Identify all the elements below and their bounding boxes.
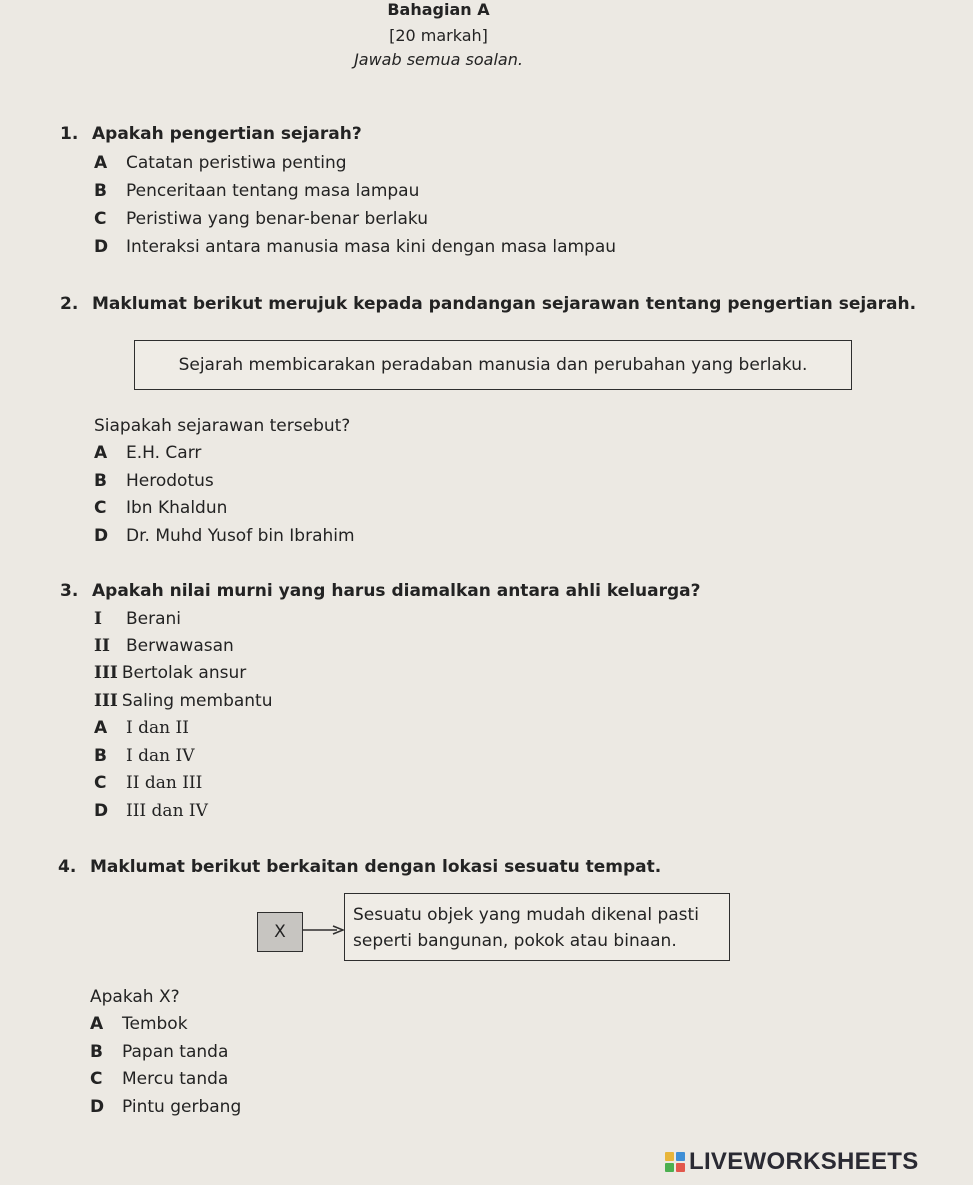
q3-option-c[interactable] <box>94 773 202 793</box>
q2-option-b[interactable] <box>94 471 214 491</box>
question-2 <box>60 294 916 314</box>
q4-option-d[interactable] <box>90 1097 241 1117</box>
diagram-text-line-1: Sesuatu objek yang mudah dikenal pasti <box>353 905 699 925</box>
option-letter: D <box>94 801 109 821</box>
option-letter: A <box>90 1014 104 1034</box>
question-number: 2. <box>60 294 79 314</box>
diagram-label: X <box>274 922 286 942</box>
statement-text: Saling membantu <box>121 691 273 711</box>
diagram-x-box <box>257 912 303 952</box>
q3-statement-3 <box>94 663 246 683</box>
option-text: Mercu tanda <box>122 1069 229 1089</box>
q3-statement-4 <box>94 691 273 711</box>
q2-sub-question <box>94 416 350 436</box>
option-letter: D <box>94 526 109 546</box>
option-text: E.H. Carr <box>126 443 202 463</box>
option-letter: B <box>94 746 107 766</box>
logo-square <box>676 1163 685 1172</box>
option-letter: C <box>94 209 107 229</box>
option-text: I dan IV <box>126 746 195 766</box>
arrow-right-icon <box>303 924 345 936</box>
option-letter: C <box>94 773 107 793</box>
q2-option-a[interactable] <box>94 443 201 463</box>
statement-numeral: II <box>94 636 110 656</box>
q4-option-b[interactable] <box>90 1042 228 1062</box>
option-text: Papan tanda <box>122 1042 229 1062</box>
option-text: Penceritaan tentang masa lampau <box>126 181 420 201</box>
option-letter: D <box>94 237 109 257</box>
option-text: Pintu gerbang <box>122 1097 242 1117</box>
diagram-text-line-2: seperti bangunan, pokok atau binaan. <box>353 931 677 951</box>
logo-square <box>665 1152 674 1161</box>
option-letter: A <box>94 718 108 738</box>
logo-square <box>665 1163 674 1172</box>
statement-text: Berani <box>126 609 182 629</box>
question-3 <box>60 581 701 601</box>
statement-numeral: III <box>94 691 118 711</box>
section-title: Bahagian A <box>387 0 490 19</box>
q3-statement-2 <box>94 636 234 656</box>
option-text: II dan III <box>126 773 203 793</box>
option-letter: C <box>94 498 107 518</box>
option-text: III dan IV <box>126 801 208 821</box>
option-letter: A <box>94 153 108 173</box>
question-4 <box>58 857 661 877</box>
question-number: 3. <box>60 581 79 601</box>
question-number: 1. <box>60 124 79 144</box>
statement-numeral: III <box>94 663 118 683</box>
option-letter: B <box>94 471 107 491</box>
statement-text: Berwawasan <box>126 636 234 656</box>
logo-text: LIVEWORKSHEETS <box>689 1148 919 1175</box>
option-text: Ibn Khaldun <box>126 498 228 518</box>
instruction: Jawab semua soalan. <box>354 50 523 69</box>
option-text: Herodotus <box>126 471 214 491</box>
option-text: Dr. Muhd Yusof bin Ibrahim <box>126 526 355 546</box>
q1-option-b[interactable] <box>94 181 419 201</box>
option-text: Tembok <box>122 1014 188 1034</box>
option-letter: C <box>90 1069 103 1089</box>
sub-question-text: Apakah X? <box>90 987 180 1007</box>
q3-option-a[interactable] <box>94 718 189 738</box>
info-box <box>134 340 852 390</box>
option-letter: D <box>90 1097 105 1117</box>
statement-text: Bertolak ansur <box>121 663 247 683</box>
q2-option-d[interactable] <box>94 526 355 546</box>
q4-sub-question <box>90 987 180 1007</box>
logo-square <box>676 1152 685 1161</box>
question-text: Apakah pengertian sejarah? <box>92 124 362 144</box>
info-box-text: Sejarah membicarakan peradaban manusia dan perubahan yang berlaku. <box>178 355 808 375</box>
question-text: Maklumat berikut merujuk kepada pandangan sejarawan tentang pengertian sejarah. <box>92 294 917 314</box>
question-text: Maklumat berikut berkaitan dengan lokasi sesuatu tempat. <box>90 857 662 877</box>
q4-option-a[interactable] <box>90 1014 188 1034</box>
q3-option-d[interactable] <box>94 801 208 821</box>
q1-option-a[interactable] <box>94 153 347 173</box>
q3-statement-1 <box>94 609 181 629</box>
option-letter: B <box>90 1042 103 1062</box>
q4-option-c[interactable] <box>90 1069 228 1089</box>
option-text: Interaksi antara manusia masa kini dengan masa lampau <box>126 237 617 257</box>
option-text: Peristiwa yang benar-benar berlaku <box>126 209 429 229</box>
option-letter: A <box>94 443 108 463</box>
marks-label: [20 markah] <box>389 26 488 45</box>
q1-option-c[interactable] <box>94 209 428 229</box>
liveworksheets-logo[interactable] <box>665 1147 919 1177</box>
statement-numeral: I <box>94 609 102 629</box>
option-text: Catatan peristiwa penting <box>126 153 347 173</box>
option-text: I dan II <box>126 718 189 738</box>
question-1 <box>60 124 362 144</box>
q1-option-d[interactable] <box>94 237 616 257</box>
option-letter: B <box>94 181 107 201</box>
diagram-description-box <box>344 893 730 961</box>
q2-option-c[interactable] <box>94 498 227 518</box>
sub-question-text: Siapakah sejarawan tersebut? <box>94 416 351 436</box>
question-text: Apakah nilai murni yang harus diamalkan antara ahli keluarga? <box>92 581 701 601</box>
logo-grid-icon <box>665 1152 685 1172</box>
q3-option-b[interactable] <box>94 746 194 766</box>
question-number: 4. <box>58 857 77 877</box>
